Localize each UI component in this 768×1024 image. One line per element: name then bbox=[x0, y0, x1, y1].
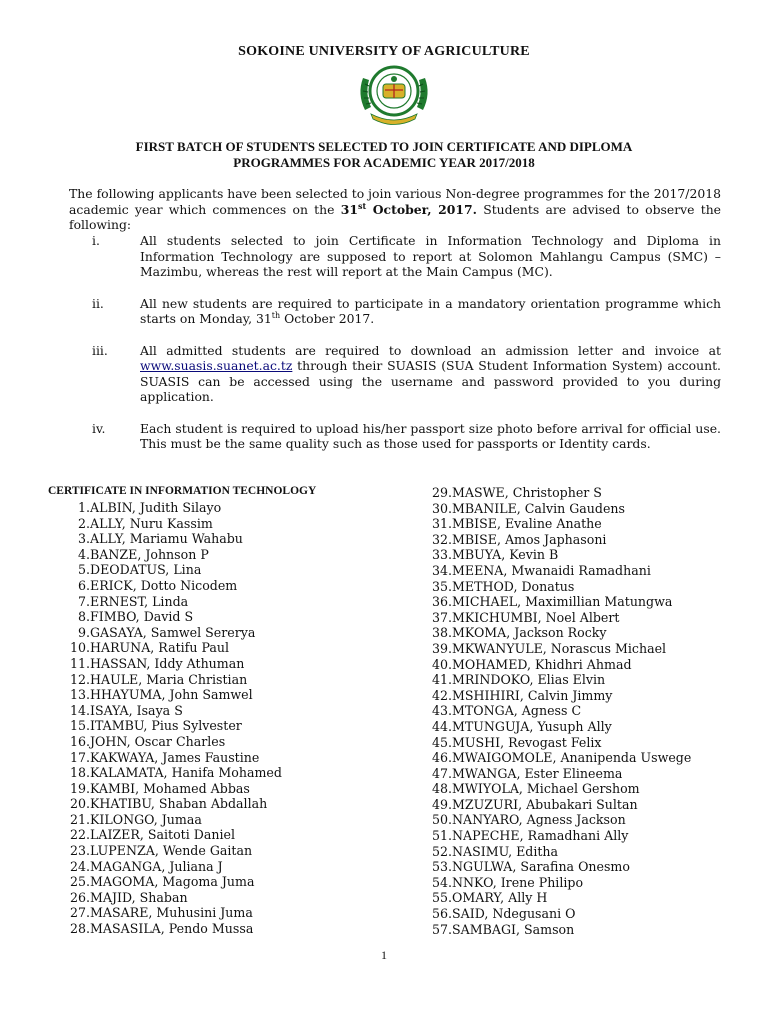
student-number: 13. bbox=[69, 687, 90, 703]
student-number: 24. bbox=[69, 858, 90, 874]
student-list-item bbox=[50, 640, 282, 656]
student-list-item bbox=[418, 766, 691, 782]
document-heading bbox=[60, 139, 708, 171]
student-number: 10. bbox=[69, 640, 90, 656]
student-number: 32. bbox=[431, 531, 452, 547]
student-list-item bbox=[418, 688, 691, 704]
student-list-item bbox=[418, 797, 691, 813]
student-list-item bbox=[418, 610, 691, 626]
university-title: SOKOINE UNIVERSITY OF AGRICULTURE bbox=[238, 44, 530, 59]
student-name: MWIYOLA, Michael Gershom bbox=[452, 781, 640, 797]
student-number: 25. bbox=[69, 874, 90, 890]
student-name: HARUNA, Ratifu Paul bbox=[90, 640, 229, 656]
student-number: 3. bbox=[77, 531, 90, 547]
student-number: 42. bbox=[431, 687, 452, 703]
intro-paragraph bbox=[69, 186, 721, 233]
student-number: 43. bbox=[431, 703, 452, 719]
intro-date-day: 31 bbox=[340, 201, 358, 217]
suasis-link[interactable]: www.suasis.suanet.ac.tz bbox=[140, 358, 293, 373]
student-name: NGULWA, Sarafina Onesmo bbox=[452, 859, 630, 875]
student-number: 1. bbox=[77, 500, 90, 515]
student-number: 39. bbox=[431, 640, 452, 656]
student-name: NANYARO, Agness Jackson bbox=[452, 812, 626, 828]
student-number: 11. bbox=[69, 655, 90, 671]
student-name: MICHAEL, Maximillian Matungwa bbox=[452, 594, 673, 610]
student-list-item bbox=[50, 734, 282, 750]
student-list-item bbox=[418, 485, 691, 501]
student-number: 18. bbox=[69, 765, 90, 781]
instruction-number: iv. bbox=[92, 420, 106, 436]
student-number: 50. bbox=[431, 812, 452, 828]
student-name: LUPENZA, Wende Gaitan bbox=[90, 843, 253, 859]
intro-text-b: Students are advised to observe the following: bbox=[69, 201, 722, 232]
student-list-item bbox=[50, 594, 282, 610]
student-name: HASSAN, Iddy Athuman bbox=[90, 655, 245, 671]
student-number: 35. bbox=[431, 578, 452, 594]
instructions-list bbox=[69, 233, 721, 468]
student-name: GASAYA, Samwel Sererya bbox=[90, 624, 256, 640]
student-list-column-2 bbox=[418, 485, 691, 937]
student-name: MEENA, Mwanaidi Ramadhani bbox=[452, 562, 651, 578]
student-number: 55. bbox=[431, 890, 452, 906]
student-number: 37. bbox=[431, 609, 452, 625]
student-list-item bbox=[418, 906, 691, 922]
student-list-item bbox=[50, 796, 282, 812]
instruction-text: through their SUASIS (SUA Student Information System) account. SUASIS can be accessed using the username and password provided to you during application. bbox=[140, 358, 721, 404]
student-name: MBISE, Evaline Anathe bbox=[452, 516, 602, 532]
student-name: ERNEST, Linda bbox=[90, 593, 189, 609]
student-number: 23. bbox=[69, 843, 90, 859]
student-number: 4. bbox=[77, 546, 90, 562]
student-number: 2. bbox=[77, 515, 90, 531]
instruction-text: Each student is required to upload his/her passport size photo before arrival for official use. This must be the same quality such as those used for passports or Identity cards. bbox=[140, 420, 721, 451]
student-name: MWAIGOMOLE, Ananipenda Uswege bbox=[452, 750, 692, 766]
student-list-item bbox=[418, 625, 691, 641]
student-list-item bbox=[50, 905, 282, 921]
student-list-item bbox=[50, 562, 282, 578]
student-list-item bbox=[50, 718, 282, 734]
student-name: MBISE, Amos Japhasoni bbox=[452, 531, 607, 547]
student-name: MBANILE, Calvin Gaudens bbox=[452, 500, 625, 516]
instruction-text: October 2017. bbox=[280, 311, 375, 326]
student-number: 8. bbox=[77, 609, 90, 625]
student-name: ERICK, Dotto Nicodem bbox=[90, 577, 238, 593]
student-list-item bbox=[418, 703, 691, 719]
student-name: MAGOMA, Magoma Juma bbox=[90, 874, 255, 890]
student-list-item bbox=[418, 844, 691, 860]
instruction-text: All new students are required to participate in a mandatory orientation programme which starts on Monday, 31 bbox=[140, 295, 721, 326]
student-list-item bbox=[50, 687, 282, 703]
instruction-text: All students selected to join Certificate in Information Technology and Diploma in Information Technology are supposed to report at Solomon Mahlangu Campus (SMC) – Mazimbu, whereas the rest will report at the Main Campus (MC). bbox=[140, 233, 721, 279]
student-name: MWANGA, Ester Elineema bbox=[452, 765, 623, 781]
student-number: 31. bbox=[431, 516, 452, 532]
student-name: SAMBAGI, Samson bbox=[452, 921, 575, 937]
student-number: 29. bbox=[431, 485, 452, 500]
student-number: 33. bbox=[431, 547, 452, 563]
student-list-item bbox=[418, 547, 691, 563]
student-list-item bbox=[50, 781, 282, 797]
student-name: FIMBO, David S bbox=[90, 609, 194, 625]
heading-line-1: FIRST BATCH OF STUDENTS SELECTED TO JOIN CERTIFICATE AND DIPLOMA bbox=[135, 139, 633, 154]
student-number: 38. bbox=[431, 625, 452, 641]
intro-text-a: The following applicants have been selected to join various Non-degree programmes for the 2017/2018 academic year which commences on the bbox=[69, 186, 721, 217]
instruction-text: All admitted students are required to download an admission letter and invoice at bbox=[140, 342, 721, 358]
student-list-item bbox=[418, 828, 691, 844]
student-name: MASASILA, Pendo Mussa bbox=[90, 921, 254, 937]
student-list-item bbox=[418, 750, 691, 766]
student-number: 56. bbox=[431, 906, 452, 922]
student-name: MKICHUMBI, Noel Albert bbox=[452, 609, 620, 625]
student-list-item bbox=[50, 765, 282, 781]
student-name: MKWANYULE, Norascus Michael bbox=[452, 640, 667, 656]
student-number: 41. bbox=[431, 672, 452, 688]
student-name: MSHIHIRI, Calvin Jimmy bbox=[452, 687, 613, 703]
student-name: HHAYUMA, John Samwel bbox=[90, 687, 253, 703]
heading-line-2: PROGRAMMES FOR ACADEMIC YEAR 2017/2018 bbox=[233, 155, 535, 170]
student-list-item bbox=[50, 843, 282, 859]
student-name: SAID, Ndegusani O bbox=[452, 906, 576, 922]
student-number: 6. bbox=[77, 577, 90, 593]
student-list-item bbox=[418, 579, 691, 595]
student-number: 34. bbox=[431, 562, 452, 578]
university-crest-logo bbox=[355, 60, 433, 128]
student-number: 54. bbox=[431, 874, 452, 890]
student-name: KAMBI, Mohamed Abbas bbox=[90, 780, 250, 796]
student-name: MASARE, Muhusini Juma bbox=[90, 905, 253, 921]
student-list-item bbox=[50, 625, 282, 641]
intro-date bbox=[341, 202, 477, 217]
intro-date-sup: st bbox=[357, 200, 367, 211]
student-list-item bbox=[418, 890, 691, 906]
student-name: KAKWAYA, James Faustine bbox=[90, 749, 260, 765]
student-list-item bbox=[418, 859, 691, 875]
student-list-item bbox=[418, 781, 691, 797]
student-list-item bbox=[50, 500, 282, 516]
student-name: MTUNGUJA, Yusuph Ally bbox=[452, 718, 612, 734]
student-list-item bbox=[50, 516, 282, 532]
student-number: 7. bbox=[77, 593, 90, 609]
student-name: NASIMU, Editha bbox=[452, 843, 559, 859]
student-list-item bbox=[418, 875, 691, 891]
student-name: MBUYA, Kevin B bbox=[452, 547, 559, 563]
student-list-item bbox=[418, 516, 691, 532]
student-number: 20. bbox=[69, 796, 90, 812]
student-list-item bbox=[418, 719, 691, 735]
student-list-item bbox=[50, 890, 282, 906]
student-list-item bbox=[418, 922, 691, 938]
student-number: 30. bbox=[431, 500, 452, 516]
student-number: 28. bbox=[69, 921, 90, 937]
instruction-sup: th bbox=[271, 310, 281, 320]
page-number: 1 bbox=[381, 948, 387, 962]
instruction-item bbox=[69, 421, 721, 452]
student-list-column-1 bbox=[50, 500, 282, 937]
student-name: MAGANGA, Juliana J bbox=[90, 858, 223, 874]
student-number: 26. bbox=[69, 889, 90, 905]
student-number: 15. bbox=[69, 718, 90, 734]
student-list-item bbox=[50, 859, 282, 875]
student-list-item bbox=[418, 657, 691, 673]
student-list-item bbox=[50, 812, 282, 828]
student-name: LAIZER, Saitoti Daniel bbox=[90, 827, 235, 843]
student-name: NAPECHE, Ramadhani Ally bbox=[452, 828, 629, 844]
student-number: 40. bbox=[431, 656, 452, 672]
student-list-item bbox=[418, 735, 691, 751]
student-list-item bbox=[50, 874, 282, 890]
student-number: 44. bbox=[431, 718, 452, 734]
student-name: KILONGO, Jumaa bbox=[90, 811, 202, 827]
student-list-item bbox=[418, 641, 691, 657]
student-number: 14. bbox=[69, 702, 90, 718]
student-list-item bbox=[50, 827, 282, 843]
student-number: 48. bbox=[431, 781, 452, 797]
student-number: 53. bbox=[431, 859, 452, 875]
student-name: KHATIBU, Shaban Abdallah bbox=[90, 796, 268, 812]
student-name: MKOMA, Jackson Rocky bbox=[452, 625, 607, 641]
student-number: 36. bbox=[431, 594, 452, 610]
student-number: 19. bbox=[69, 780, 90, 796]
student-list-item bbox=[418, 812, 691, 828]
student-list-item bbox=[418, 672, 691, 688]
student-name: MTONGA, Agness C bbox=[452, 703, 582, 719]
student-number: 27. bbox=[69, 905, 90, 921]
instruction-item bbox=[69, 343, 721, 405]
student-list-item bbox=[50, 531, 282, 547]
student-list-item bbox=[50, 578, 282, 594]
student-name: NNKO, Irene Philipo bbox=[452, 874, 584, 890]
student-number: 17. bbox=[69, 749, 90, 765]
student-list-item bbox=[418, 563, 691, 579]
student-number: 51. bbox=[431, 828, 452, 844]
student-number: 47. bbox=[431, 765, 452, 781]
student-list-item bbox=[50, 609, 282, 625]
student-list-item bbox=[418, 594, 691, 610]
student-name: ITAMBU, Pius Sylvester bbox=[90, 718, 242, 734]
student-name: HAULE, Maria Christian bbox=[90, 671, 248, 687]
student-number: 45. bbox=[431, 734, 452, 750]
student-name: OMARY, Ally H bbox=[452, 890, 548, 906]
student-name: MASWE, Christopher S bbox=[452, 485, 602, 500]
student-number: 12. bbox=[69, 671, 90, 687]
instruction-number: ii. bbox=[92, 295, 104, 311]
student-list-item bbox=[50, 750, 282, 766]
student-name: ISAYA, Isaya S bbox=[90, 702, 183, 718]
student-name: DEODATUS, Lina bbox=[90, 562, 202, 578]
student-name: MUSHI, Revogast Felix bbox=[452, 734, 602, 750]
student-list-item bbox=[418, 532, 691, 548]
student-list-item bbox=[50, 703, 282, 719]
section-title: CERTIFICATE IN INFORMATION TECHNOLOGY bbox=[48, 485, 317, 497]
student-number: 52. bbox=[431, 843, 452, 859]
student-number: 22. bbox=[69, 827, 90, 843]
student-name: BANZE, Johnson P bbox=[90, 546, 209, 562]
student-name: ALBIN, Judith Silayo bbox=[90, 500, 222, 515]
student-number: 9. bbox=[77, 624, 90, 640]
student-number: 49. bbox=[431, 796, 452, 812]
student-list-item bbox=[418, 501, 691, 517]
instruction-item bbox=[69, 233, 721, 280]
student-list-item bbox=[50, 656, 282, 672]
student-list-item bbox=[50, 672, 282, 688]
instruction-number: iii. bbox=[92, 342, 108, 358]
student-name: ALLY, Nuru Kassim bbox=[90, 515, 213, 531]
student-list-item bbox=[50, 921, 282, 937]
student-name: MOHAMED, Khidhri Ahmad bbox=[452, 656, 632, 672]
student-number: 21. bbox=[69, 811, 90, 827]
student-list-item bbox=[50, 547, 282, 563]
student-name: METHOD, Donatus bbox=[452, 578, 575, 594]
student-name: JOHN, Oscar Charles bbox=[90, 733, 226, 749]
student-number: 57. bbox=[431, 921, 452, 937]
instruction-number: i. bbox=[92, 233, 100, 248]
instruction-item bbox=[69, 296, 721, 327]
student-name: MZUZURI, Abubakari Sultan bbox=[452, 796, 638, 812]
student-name: ALLY, Mariamu Wahabu bbox=[90, 531, 243, 547]
intro-date-rest: October, 2017. bbox=[366, 201, 477, 217]
student-number: 16. bbox=[69, 733, 90, 749]
student-name: KALAMATA, Hanifa Mohamed bbox=[90, 765, 282, 781]
student-number: 46. bbox=[431, 750, 452, 766]
student-name: MRINDOKO, Elias Elvin bbox=[452, 672, 606, 688]
student-number: 5. bbox=[77, 562, 90, 578]
student-name: MAJID, Shaban bbox=[90, 889, 188, 905]
